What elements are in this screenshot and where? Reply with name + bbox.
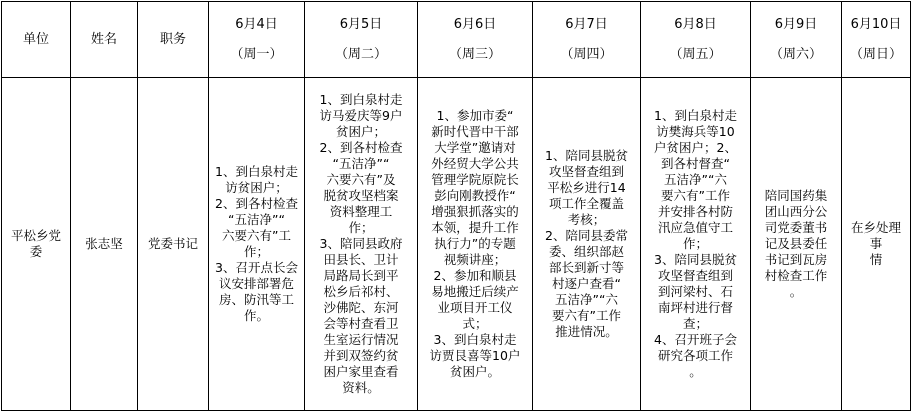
header-weekday: （周一） bbox=[230, 46, 283, 62]
header-weekday: （周六） bbox=[769, 46, 822, 62]
day-cell-sat: 陪同国药集 团山西分公 司党委董书 记及县委任 书记到瓦房 村检查工作 。 bbox=[751, 78, 842, 411]
header-day-2 bbox=[305, 2, 418, 78]
schedule-table bbox=[1, 1, 911, 411]
header-row bbox=[2, 2, 911, 78]
header-day-1 bbox=[209, 2, 305, 78]
day-cell-thu: 1、陪同县脱贫 攻坚督查组到 平松乡进行14 项工作全覆盖 考核； 2、陪同县委常 委、组织部赵 部长到新寸等 村逐户查看“ 五洁净”“六 要六有”工作 推进情况。 bbox=[533, 78, 641, 411]
header-date: 6月10日 bbox=[850, 16, 902, 32]
header-day-6 bbox=[751, 2, 842, 78]
header-date: 6月8日 bbox=[674, 16, 717, 32]
day-cell-sun: 在乡处理事 情 bbox=[842, 78, 911, 411]
header-post: 职务 bbox=[138, 2, 209, 78]
header-date: 6月9日 bbox=[774, 16, 818, 32]
header-day-3 bbox=[418, 2, 533, 78]
header-date: 6月4日 bbox=[235, 16, 278, 32]
unit-cell: 平松乡党 委 bbox=[2, 78, 71, 411]
day-cell-tue: 1、到白泉村走 访马爱庆等9户 贫困户； 2、到各村检查 “五洁净”“ 六要六有”及 脱贫攻坚档案 资料整理工 作； 3、陪同县政府 田县长、卫计 局路局长到平 松乡后祁村、 沙佛陀、东河 会等村查看卫 生室运行情况 并到双签约贫 困户家里查看 资料。 bbox=[305, 78, 418, 411]
header-unit: 单位 bbox=[2, 2, 71, 78]
name-cell: 张志坚 bbox=[71, 78, 138, 411]
header-day-7 bbox=[842, 2, 911, 78]
day-cell-fri: 1、到白泉村走 访樊海兵等10 户贫困户；2、 到各村督查“ 五洁净”“六 要六有”工作 并安排各村防 汛应急值守工 作； 3、陪同县脱贫 攻坚督查组到 到河梁村、石 南坪村进行督 查； 4、召开班子会 研究各项工作 。 bbox=[641, 78, 751, 411]
header-day-5 bbox=[641, 2, 751, 78]
header-date: 6月7日 bbox=[565, 16, 608, 32]
header-weekday: （周三） bbox=[448, 46, 501, 62]
header-weekday: （周日） bbox=[849, 46, 902, 62]
header-weekday: （周四） bbox=[560, 46, 613, 62]
header-date: 6月6日 bbox=[453, 16, 497, 32]
header-weekday: （周五） bbox=[669, 46, 722, 62]
day-cell-wed: 1、参加市委“ 新时代晋中干部 大学堂”邀请对 外经贸大学公共 管理学院原院长 彭向刚教授作“ 增强狠抓落实的 本领，提升工作 执行力”的专题 视频讲座； 2、参加和顺县 易地搬迁后续产 业项目开工仪 式； 3、到白泉村走 访贾艮喜等10户 贫困户。 bbox=[418, 78, 533, 411]
day-cell-mon: 1、到白泉村走 访贫困户； 2、到各村检查 “五洁净”“ 六要六有”工 作； 3、召开点长会 议安排部署危 房、防汛等工 作。 bbox=[209, 78, 305, 411]
header-weekday: （周二） bbox=[334, 46, 387, 62]
header-name: 姓名 bbox=[71, 2, 138, 78]
header-date: 6月5日 bbox=[339, 16, 383, 32]
header-day-4 bbox=[533, 2, 641, 78]
post-cell: 党委书记 bbox=[138, 78, 209, 411]
schedule-row bbox=[2, 78, 911, 411]
